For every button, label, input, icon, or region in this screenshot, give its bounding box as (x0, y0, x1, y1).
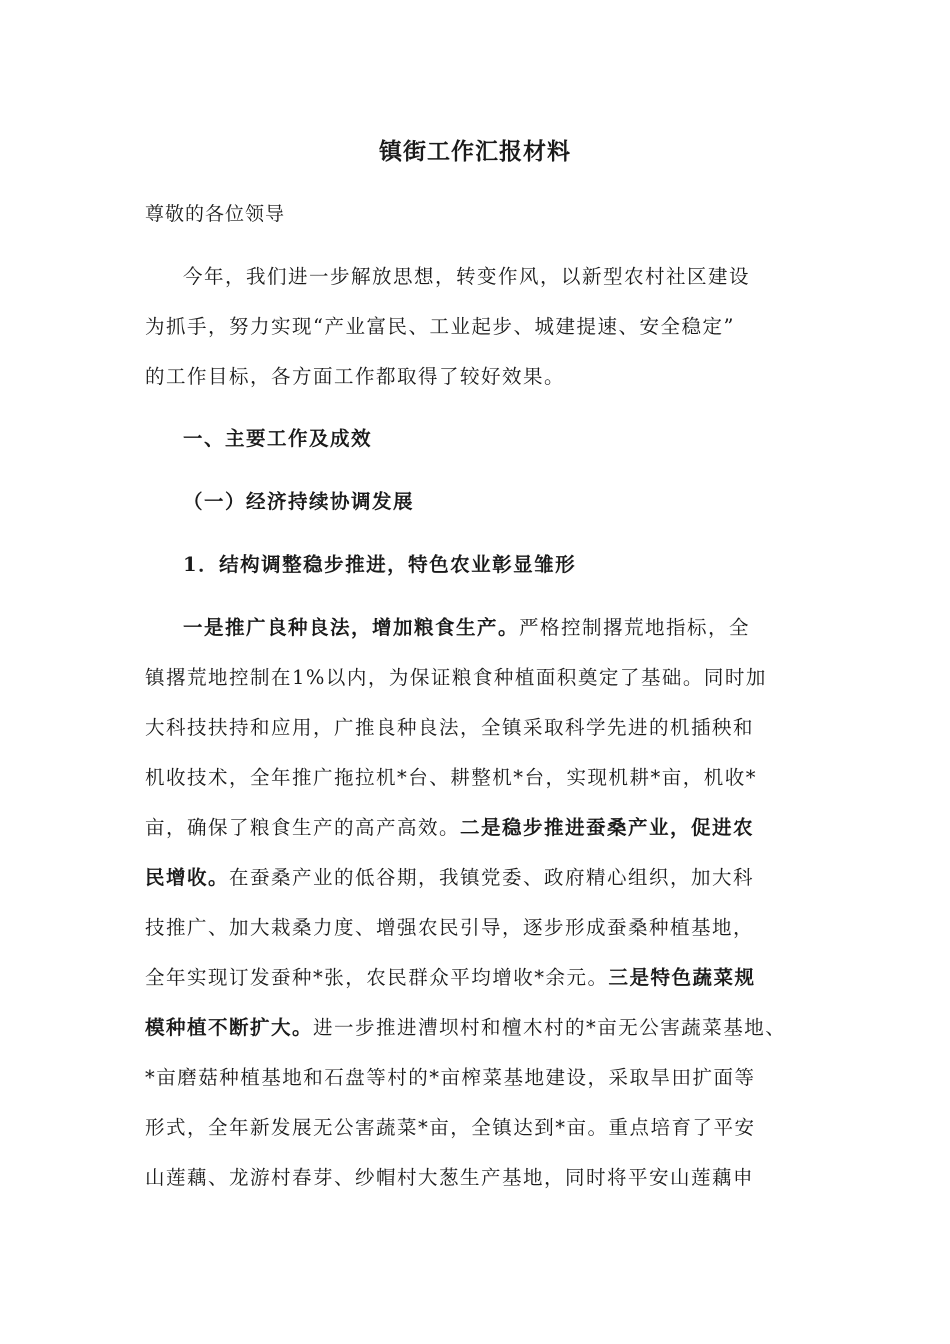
body-text: 进一步推进漕坝村和檀木村的*亩无公害蔬菜基地、 (313, 1016, 787, 1039)
body-bold-phrase: 民增收。 (145, 866, 230, 889)
body-bold-phrase: 模种植不断扩大。 (145, 1016, 314, 1039)
body-bold-phrase: 二是稳步推进蚕桑产业，促进农 (460, 816, 755, 839)
intro-line-2: 为抓手，努力实现“产业富民、工业起步、城建提速、安全稳定” (145, 315, 735, 338)
subsection-heading: （一）经济持续协调发展 (183, 490, 415, 513)
body-line-12: 山莲藕、龙游村春芽、纱帽村大葱生产基地，同时将平安山莲藕申 (145, 1166, 755, 1189)
salutation: 尊敬的各位领导 (145, 203, 286, 225)
body-text: 严格控制撂荒地指标，全 (519, 616, 751, 639)
body-line-7: 技推广、加大栽桑力度、增强农民引导，逐步形成蚕桑种植基地， (145, 916, 755, 939)
body-bold-phrase: 一是推广良种良法，增加粮食生产。 (183, 616, 520, 639)
intro-line-1: 今年，我们进一步解放思想，转变作风，以新型农村社区建设 (183, 265, 751, 288)
body-bold-phrase: 三是特色蔬菜规 (608, 966, 756, 989)
body-line-3: 大科技扶持和应用，广推良种良法，全镇采取科学先进的机插秧和 (145, 716, 755, 739)
body-text: 全年实现订发蚕种*张，农民群众平均增收*余元。 (145, 966, 609, 989)
body-line-10: *亩磨菇种植基地和石盘等村的*亩榨菜基地建设，采取旱田扩面等 (145, 1066, 756, 1089)
body-text: 在蚕桑产业的低谷期，我镇党委、政府精心组织，加大科 (229, 866, 755, 889)
section-heading: 一、主要工作及成效 (183, 427, 373, 450)
body-line-9 (145, 1013, 825, 1043)
body-line-11: 形式，全年新发展无公害蔬菜*亩，全镇达到*亩。重点培育了平安 (145, 1116, 756, 1139)
document-title: 镇街工作汇报材料 (379, 138, 571, 165)
body-line-2: 镇撂荒地控制在1%以内，为保证粮食种植面积奠定了基础。同时加 (145, 666, 767, 689)
item-heading: 1．结构调整稳步推进，特色农业彰显雏形 (183, 553, 577, 576)
body-line-4: 机收技术，全年推广拖拉机*台、耕整机*台，实现机耕*亩，机收* (145, 766, 758, 789)
body-line-1 (183, 613, 823, 643)
body-text: 亩，确保了粮食生产的高产高效。 (145, 816, 461, 839)
body-line-6 (145, 863, 825, 893)
body-line-8 (145, 963, 825, 993)
intro-line-3: 的工作目标，各方面工作都取得了较好效果。 (145, 365, 566, 388)
body-line-5 (145, 813, 825, 843)
